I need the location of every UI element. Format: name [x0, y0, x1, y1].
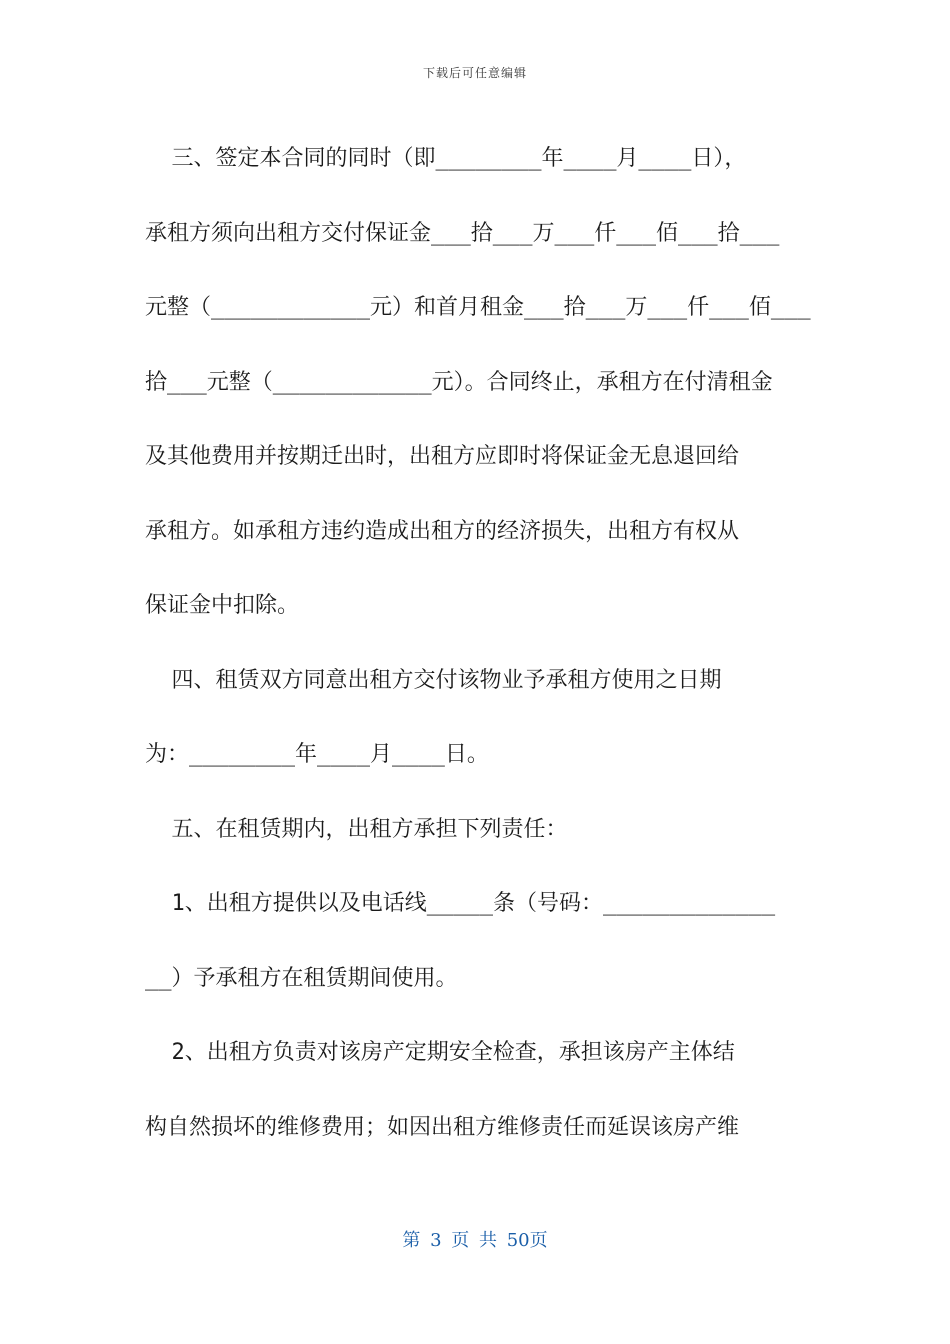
text-line: 保证金中扣除。 — [145, 593, 300, 618]
text-line: 构自然损坏的维修费用；如因出租方维修责任而延误该房产维 — [145, 1114, 740, 1140]
text-line: 为：________年____月____日。 — [145, 742, 489, 767]
contract-body — [145, 122, 811, 1165]
text-line: 四、租赁双方同意出租方交付该物业予承租方使用之日期 — [145, 667, 722, 693]
text-line: 1、出租方提供以及电话线_____条（号码：_____________ — [145, 891, 776, 916]
text-line: 拾___元整（____________元）。合同终止，承租方在付清租金 — [145, 369, 773, 395]
text-line: 承租方。如承租方违约造成出租方的经济损失，出租方有权从 — [145, 518, 740, 544]
text-line: 及其他费用并按期迁出时，出租方应即时将保证金无息退回给 — [145, 444, 740, 469]
header-note: 下载后可任意编辑 — [422, 66, 527, 80]
text-line: 五、在租赁期内，出租方承担下列责任： — [145, 816, 568, 842]
text-line: 2、出租方负责对该房产定期安全检查，承担该房产主体结 — [145, 1040, 735, 1065]
text-line: 承租方须向出租方交付保证金___拾___万___仟___佰___拾___ — [145, 220, 780, 246]
text-line: 三、签定本合同的同时（即________年____月____日）， — [145, 146, 747, 171]
text-line: __）予承租方在租赁期间使用。 — [145, 965, 458, 991]
page-indicator: 第 3 页 共 50页 — [402, 1230, 548, 1251]
text-line: 元整（____________元）和首月租金___拾___万___仟___佰___ — [145, 295, 811, 320]
